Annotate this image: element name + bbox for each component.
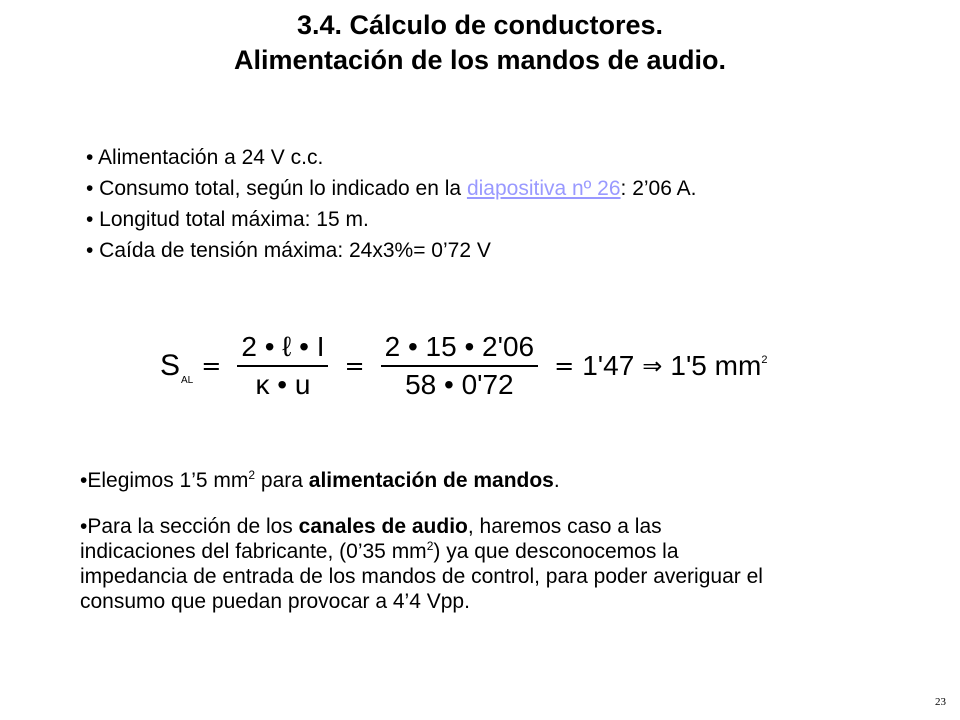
fraction-general-numerator: 2 • ℓ • I (241, 331, 325, 363)
fraction-values-numerator: 2 • 15 • 2'06 (384, 331, 535, 363)
para1-bold: alimentación de mandos (308, 469, 554, 492)
formula-final-value: 1'5 mm (670, 350, 762, 381)
fraction-general-denominator: κ • u (255, 368, 311, 400)
bullet-length: • Longitud total máxima: 15 m. (86, 208, 369, 231)
para1-sup: 2 (248, 468, 256, 482)
bullet-supply: • Alimentación a 24 V c.c. (86, 146, 324, 169)
implies-arrow-icon: ⇒ (642, 352, 663, 380)
para1-after: . (553, 469, 560, 492)
bullet-consumption-value: : 2’06 A. (620, 177, 697, 200)
slide-26-link[interactable]: diapositiva nº 26 (466, 177, 621, 200)
equals-sign-3: = (554, 352, 575, 380)
formula-subscript: AL (181, 375, 194, 386)
para2-mid: , haremos caso a las indicaciones del fabricante, (0’35 mm (80, 515, 662, 563)
para1-mid: para (255, 469, 309, 492)
cross-section-formula (160, 322, 767, 410)
equals-sign-2: = (344, 352, 365, 380)
formula-s: S (160, 349, 181, 382)
para2-before: •Para la sección de los (80, 515, 299, 538)
slide-title (0, 8, 960, 78)
para2-bold: canales de audio (298, 515, 468, 538)
title-line-1: 3.4. Cálculo de conductores. (296, 10, 664, 40)
equals-sign-1: = (201, 352, 222, 380)
para1-before: •Elegimos 1’5 mm (80, 469, 249, 492)
bullet-consumption-text: • Consumo total, según lo indicado en la (86, 177, 467, 200)
para2-after: ) ya que desconocemos la impedancia de entrada de los mandos de control, para poder averiguar el consumo que puedan provocar a 4’4 Vpp. (80, 540, 763, 613)
formula-symbol (160, 349, 194, 386)
para2-sup: 2 (426, 539, 434, 553)
fraction-values (381, 329, 539, 403)
formula-final (670, 350, 767, 382)
title-line-2: Alimentación de los mandos de audio. (233, 45, 727, 75)
paragraph-audio-channels (80, 514, 780, 614)
bullet-list (86, 142, 696, 266)
paragraph-choice (80, 468, 780, 493)
page-number: 23 (935, 696, 946, 708)
fraction-values-denominator: 58 • 0'72 (405, 368, 514, 400)
fraction-general (237, 329, 328, 403)
formula-result: 1'47 (582, 350, 635, 381)
formula-final-exponent: 2 (761, 354, 768, 366)
bullet-voltage-drop: • Caída de tensión máxima: 24x3%= 0’72 V (86, 239, 491, 262)
bullet-consumption (86, 173, 696, 204)
